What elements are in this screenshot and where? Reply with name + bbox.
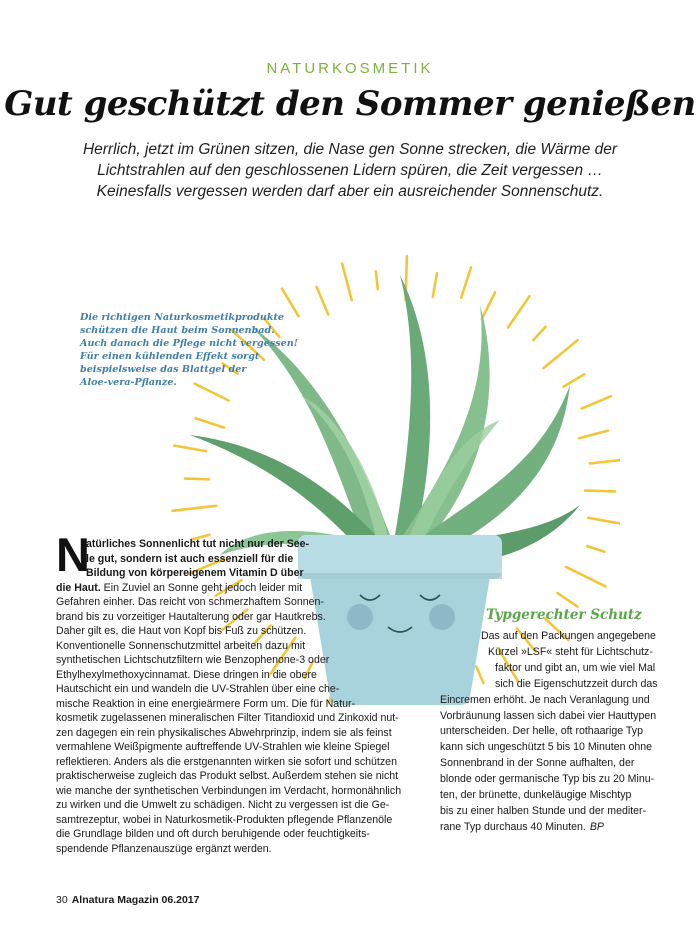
article-line bbox=[56, 682, 406, 697]
article-line-text: spendende Pflanzenauszüge ergänzt werden. bbox=[56, 842, 272, 855]
sun-ray bbox=[566, 567, 605, 586]
sidebar-line bbox=[440, 757, 634, 769]
sidebar-line-text: sich die Eigenschutzzeit durch das bbox=[495, 677, 658, 690]
article-line-text: praktischerweise zugleich das Produkt selbst. Außerdem stehen sie nicht bbox=[56, 770, 399, 782]
article-line-bold: die Haut. bbox=[56, 581, 101, 594]
sidebar-line bbox=[440, 805, 646, 817]
sidebar-line bbox=[440, 725, 643, 737]
sun-ray bbox=[185, 479, 209, 480]
sun-ray bbox=[585, 491, 615, 492]
article-line-text: Ein Zuviel an Sonne geht jedoch leider mit bbox=[100, 581, 303, 594]
sun-ray bbox=[317, 287, 329, 315]
article-line bbox=[56, 798, 406, 813]
sun-ray bbox=[196, 418, 225, 427]
author-initials: BP bbox=[589, 820, 604, 833]
sidebar-line-text: bis zu einer halben Stunde und der mediter- bbox=[440, 804, 647, 817]
article-line-text: vermahlene Weißpigmente auftreffende UV-Strahlen wie kleine Spiegel bbox=[56, 741, 390, 753]
article-line-text: le gut, sondern ist auch essenziell für die bbox=[86, 552, 294, 565]
sun-ray bbox=[174, 446, 206, 452]
page-footer bbox=[56, 894, 200, 906]
sun-ray bbox=[342, 263, 352, 300]
article-line bbox=[56, 784, 406, 799]
sun-ray bbox=[579, 431, 608, 439]
article-line bbox=[56, 755, 406, 770]
article-line bbox=[56, 827, 406, 842]
article-line-text: brand bis zu vorzeitiger Hautalterung oder gar Hautkrebs. bbox=[56, 610, 326, 623]
sun-ray bbox=[376, 271, 378, 289]
caption-line: Aloe-vera-Pflanze. bbox=[80, 377, 177, 388]
article-line-text: Gefahren einher. Das reicht von schmerzhaftem Sonnen- bbox=[56, 596, 324, 608]
sun-ray bbox=[433, 273, 437, 297]
lead-line: Lichtstrahlen auf den geschlossenen Lidern spüren, die Zeit vergessen … bbox=[97, 162, 603, 179]
sun-ray bbox=[564, 374, 585, 386]
article-line-text: Ethylhexylmethoxycinnamat. Diese dringen in die obere bbox=[56, 668, 317, 681]
sidebar-line-text: Sonnenbrand in der Sonne aufhalten, der bbox=[440, 757, 635, 770]
sidebar-line-text: Vorbräunung lassen sich dabei vier Hauttypen bbox=[440, 709, 657, 722]
sun-ray bbox=[587, 546, 604, 552]
article-line bbox=[56, 639, 406, 654]
sidebar-line-text: ten, der brünette, dunkeläugige Mischtyp bbox=[440, 789, 632, 801]
sidebar-line bbox=[440, 694, 650, 706]
sun-ray bbox=[588, 518, 620, 525]
article-line bbox=[56, 552, 406, 567]
article-line bbox=[56, 842, 406, 857]
sidebar-heading: Typgerechter Schutz bbox=[486, 607, 642, 623]
sidebar-line bbox=[488, 646, 653, 658]
lead-paragraph bbox=[70, 139, 630, 202]
article-headline: Gut geschützt den Sommer genießen bbox=[4, 84, 696, 124]
sun-ray bbox=[482, 292, 495, 319]
article-line-text: synthetischen Lichtschutzfiltern wie Benzophenone-3 oder bbox=[56, 654, 330, 666]
article-line-text: kosmetik zugelassenen mineralischen Filter Titandioxid und Zinkoxid nut- bbox=[56, 712, 399, 724]
sidebar-line bbox=[440, 710, 656, 722]
sidebar-line-text: unterscheiden. Der helle, oft rothaarige Typ bbox=[440, 725, 643, 738]
sidebar-line bbox=[440, 789, 631, 801]
article-line bbox=[56, 624, 406, 639]
lead-line: Keinesfalls vergessen werden darf aber ein ausreichender Sonnenschutz. bbox=[96, 183, 604, 200]
article-line-text: atürliches Sonnenlicht tut nicht nur der See- bbox=[86, 538, 310, 550]
article-line-text: wie manche der synthetischen Verbindungen im Verdacht, hormonähnlich bbox=[56, 784, 402, 797]
article-line bbox=[56, 711, 406, 726]
drop-cap: N bbox=[56, 528, 90, 581]
article-line bbox=[56, 610, 406, 625]
sidebar-line-text: Das auf den Packungen angegebene bbox=[481, 630, 656, 642]
image-caption bbox=[80, 311, 298, 389]
sidebar-line bbox=[440, 821, 604, 833]
sun-ray bbox=[461, 267, 471, 297]
sidebar-line bbox=[481, 630, 656, 642]
article-line-text: mische Reaktion in eine energieärmere Form um. Die für Natur- bbox=[56, 697, 356, 710]
article-line-text: zen dagegen ein rein physikalisches Abwehrprinzip, indem sie als feinst bbox=[56, 726, 392, 739]
sun-ray bbox=[533, 327, 545, 340]
sun-ray bbox=[476, 667, 483, 684]
article-line bbox=[56, 740, 406, 755]
sun-ray bbox=[590, 459, 620, 463]
caption-line: Auch danach die Pflege nicht vergessen! bbox=[80, 338, 298, 349]
caption-line: schützen die Haut beim Sonnenbad. bbox=[80, 325, 275, 336]
article-line bbox=[56, 668, 406, 683]
caption-line: beispielsweise das Blattgel der bbox=[80, 364, 247, 375]
article-line bbox=[56, 566, 406, 581]
article-line bbox=[56, 595, 406, 610]
caption-line: Die richtigen Naturkosmetikprodukte bbox=[80, 312, 285, 323]
sidebar-line-text: Eincremen erhöht. Je nach Veranlagung und bbox=[440, 693, 650, 706]
section-kicker: NATURKOSMETIK bbox=[266, 60, 434, 77]
article-line-text: Daher gilt es, die Haut von Kopf bis Fuß zu schützen. bbox=[56, 625, 307, 637]
article-line bbox=[56, 813, 406, 828]
article-line bbox=[56, 726, 406, 741]
article-line-text: Konventionelle Sonnenschutzmittel arbeiten dazu mit bbox=[56, 639, 306, 652]
article-line-text: die Grundlage bilden und oft durch beruhigende oder feuchtigkeits- bbox=[56, 828, 370, 840]
sidebar-line bbox=[495, 662, 655, 674]
sun-ray bbox=[508, 296, 529, 327]
sun-ray bbox=[543, 340, 577, 368]
magazine-issue: Alnatura Magazin 06.2017 bbox=[71, 894, 200, 906]
article-line bbox=[56, 537, 406, 552]
article-line-text: samtrezeptur, wobei in Naturkosmetik-Produkten pflegende Pflanzenöle bbox=[56, 813, 393, 826]
article-line bbox=[56, 697, 406, 712]
lead-line: Herrlich, jetzt im Grünen sitzen, die Nase gen Sonne strecken, die Wärme der bbox=[82, 141, 618, 158]
article-line-text: zu wirken und die Umwelt zu schädigen. Nicht zu vergessen ist die Ge- bbox=[56, 799, 390, 811]
article-body bbox=[56, 537, 406, 856]
article-line-text: Hautschicht ein und wandeln die UV-Strahlen über eine che- bbox=[56, 683, 340, 695]
sidebar-line-text: blonde oder germanische Typ bis zu 20 Minu- bbox=[440, 773, 655, 786]
sun-ray bbox=[582, 396, 611, 408]
article-line-text: reflektieren. Anders als die erstgenannten wirken sie sofort und schützen bbox=[56, 755, 397, 768]
article-line-text: Bildung von körpereigenem Vitamin D über bbox=[86, 567, 304, 579]
sun-ray bbox=[558, 593, 578, 607]
sidebar-line bbox=[440, 773, 654, 785]
page-number: 30 bbox=[56, 894, 68, 906]
article-line bbox=[56, 653, 406, 668]
sidebar-line bbox=[495, 678, 658, 690]
article-line bbox=[56, 581, 406, 596]
sidebar-line-text: kann sich ungeschützt 5 bis 10 Minuten ohne bbox=[440, 741, 653, 754]
sidebar-line-text: faktor und gibt an, um wie viel Mal bbox=[495, 661, 656, 674]
sidebar-line-text: rane Typ durchaus 40 Minuten. bbox=[440, 820, 586, 833]
article-line bbox=[56, 769, 406, 784]
sidebar-line bbox=[440, 741, 652, 753]
sun-ray bbox=[172, 506, 216, 511]
sidebar-line-text: Kürzel »LSF« steht für Lichtschutz- bbox=[488, 645, 653, 658]
caption-line: Für einen kühlenden Effekt sorgt bbox=[80, 351, 260, 362]
